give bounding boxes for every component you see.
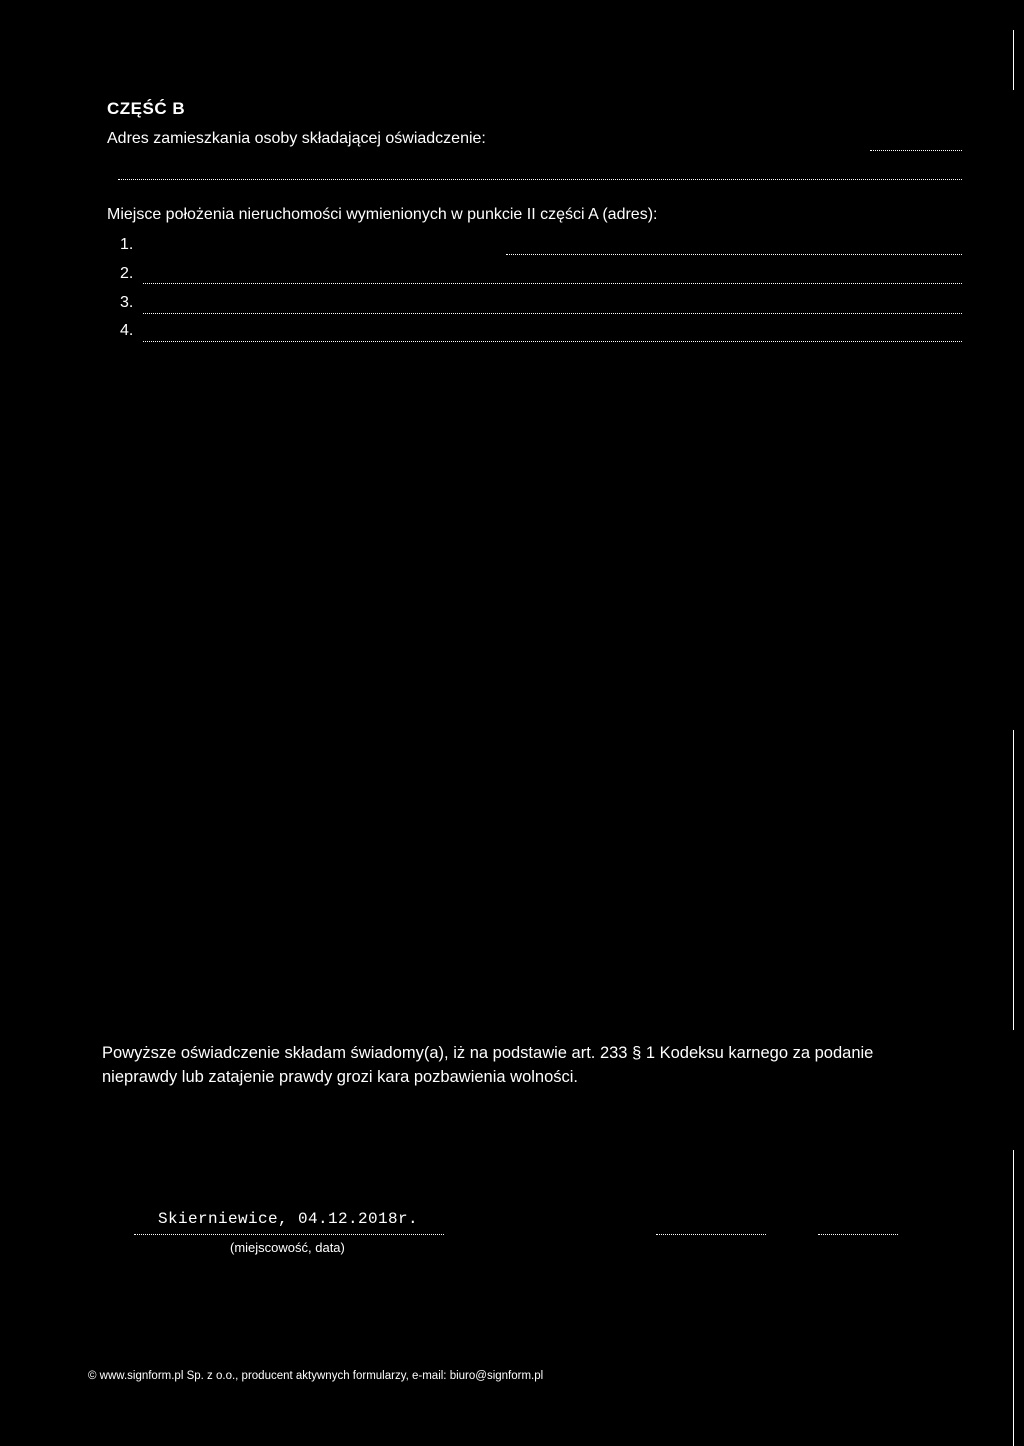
- address-label: Adres zamieszkania osoby składającej oświadczenie:: [107, 130, 486, 147]
- legal-statement: Powyższe oświadczenie składam świadomy(a), iż na podstawie art. 233 § 1 Kodeksu karnego za podanie nieprawdy lub zatajenie prawdy grozi kara pozbawienia wolności.: [102, 1044, 874, 1086]
- edge-mark-middle: [1013, 730, 1014, 1030]
- signature-line-2[interactable]: [818, 1234, 898, 1235]
- property-address-field-2[interactable]: [143, 283, 962, 284]
- property-address-field-4[interactable]: [143, 341, 962, 342]
- edge-mark-bottom: [1013, 1150, 1014, 1446]
- section-title: CZĘŚĆ B: [107, 99, 186, 118]
- place-date-value[interactable]: Skierniewice, 04.12.2018r.: [158, 1210, 419, 1228]
- property-address-field-1[interactable]: [506, 254, 962, 255]
- address-field-line-2[interactable]: [118, 179, 962, 180]
- property-line-number-1: 1.: [120, 236, 134, 253]
- property-line-number-3: 3.: [120, 294, 134, 311]
- footer-copyright: © www.signform.pl Sp. z o.o., producent aktywnych formularzy, e-mail: biuro@signform.pl: [88, 1370, 544, 1382]
- property-label: Miejsce położenia nieruchomości wymienionych w punkcie II części A (adres):: [107, 206, 658, 223]
- place-date-line: [134, 1234, 444, 1235]
- place-date-caption: (miejscowość, data): [230, 1240, 345, 1255]
- property-line-number-4: 4.: [120, 322, 134, 339]
- property-address-field-3[interactable]: [143, 313, 962, 314]
- property-line-number-2: 2.: [120, 265, 134, 282]
- signature-line-1[interactable]: [656, 1234, 766, 1235]
- edge-mark-top: [1013, 30, 1014, 90]
- address-field-line-1[interactable]: [870, 150, 962, 151]
